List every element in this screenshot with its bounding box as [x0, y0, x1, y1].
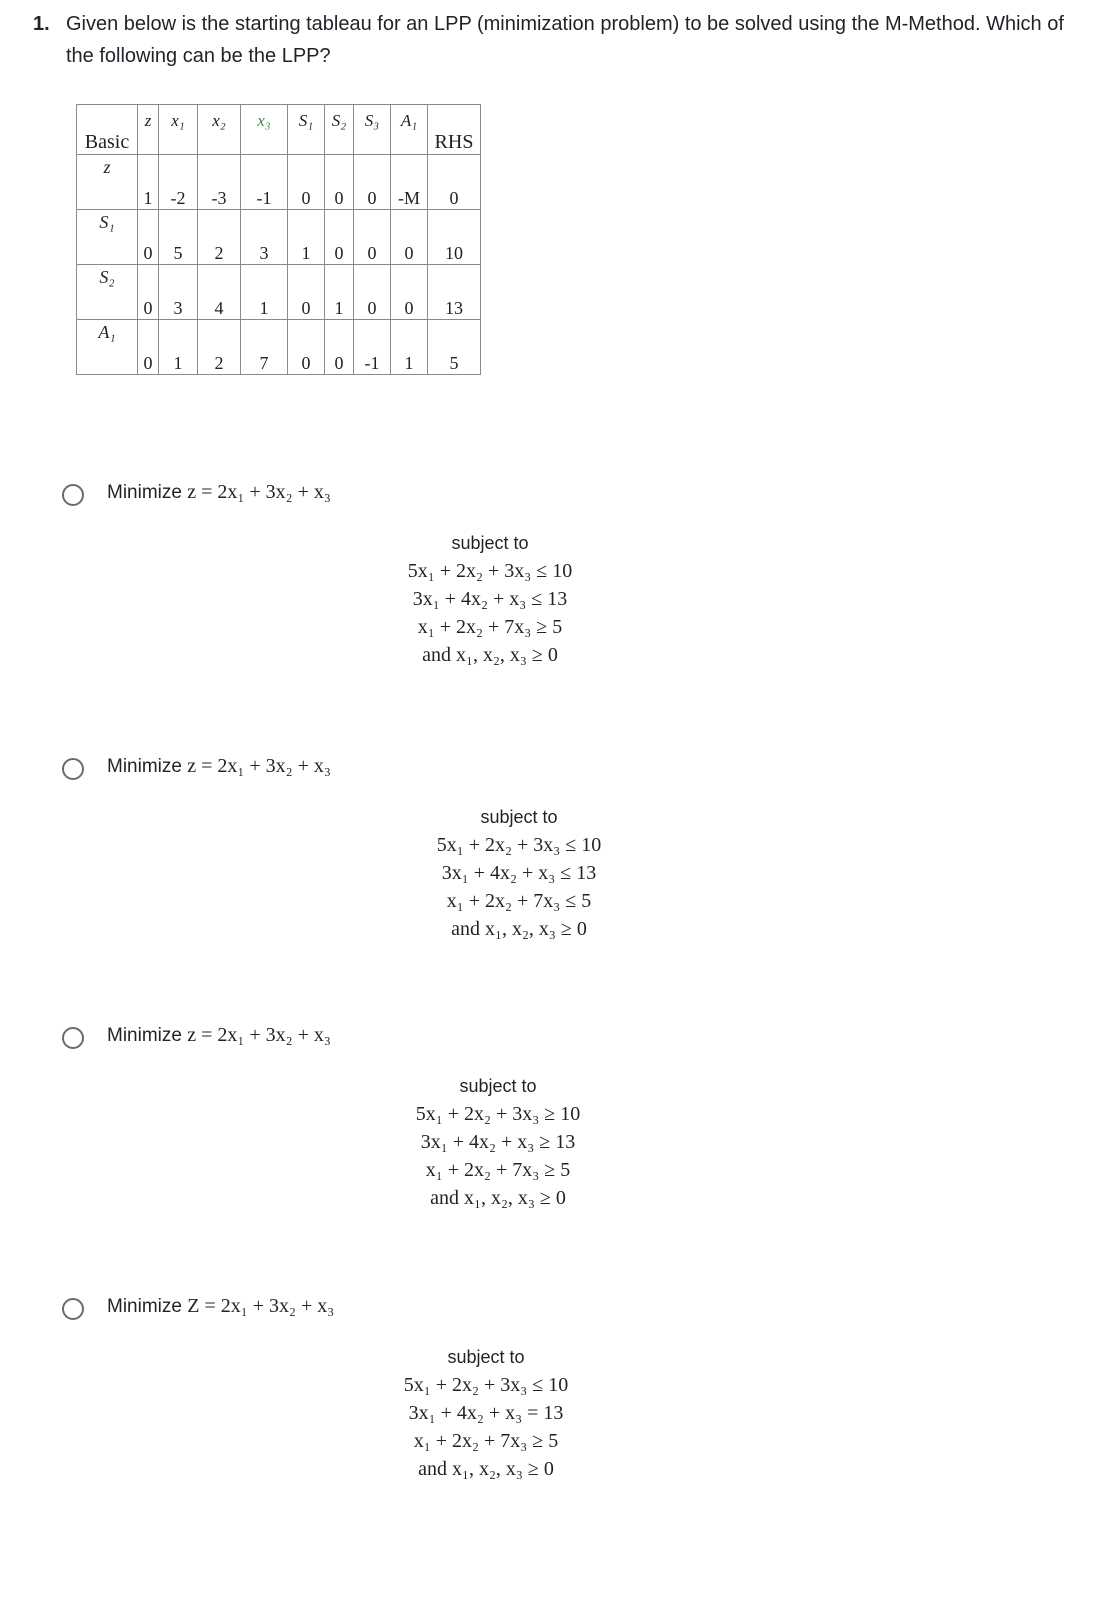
row-label-cell	[77, 210, 138, 265]
subject-to-label: subject to	[451, 533, 529, 553]
col-header-x1: x₁	[159, 105, 198, 155]
table-cell: 4	[198, 265, 241, 320]
table-cell: 1	[288, 210, 325, 265]
table-cell: 0	[391, 265, 428, 320]
table-cell: 7	[241, 320, 288, 375]
option-objective: Minimize Z = 2x₁ + 3x₂ + x₃	[107, 1295, 335, 1317]
constraint-line: and x₁, x₂, x₃ ≥ 0	[451, 918, 587, 940]
col-header-x3: x₃	[241, 105, 288, 155]
constraint-line: and x₁, x₂, x₃ ≥ 0	[418, 1458, 554, 1480]
table-cell: 0	[288, 320, 325, 375]
tableau-row-a1	[77, 320, 481, 375]
table-cell: 0	[354, 155, 391, 210]
radio-button[interactable]	[62, 1027, 84, 1049]
table-cell-rhs: 0	[428, 155, 481, 210]
table-cell: 3	[159, 265, 198, 320]
constraint-line: 5x₁ + 2x₂ + 3x₃ ≤ 10	[407, 560, 573, 582]
row-label: A₁	[98, 322, 116, 342]
basic-header: Basic	[84, 131, 130, 153]
option-objective: Minimize z = 2x₁ + 3x₂ + x₃	[107, 481, 331, 503]
table-cell: 1	[138, 155, 159, 210]
tableau-header-row	[77, 105, 481, 155]
table-cell: 5	[159, 210, 198, 265]
table-cell-rhs: 13	[428, 265, 481, 320]
tableau-row-s1	[77, 210, 481, 265]
option-constraints	[380, 529, 600, 669]
subject-to-label: subject to	[459, 1076, 537, 1096]
subject-to-label: subject to	[480, 807, 558, 827]
constraint-line: and x₁, x₂, x₃ ≥ 0	[422, 644, 558, 666]
basic-header-cell	[77, 105, 138, 155]
col-header-a1: A₁	[391, 105, 428, 155]
table-cell-rhs: 5	[428, 320, 481, 375]
radio-button[interactable]	[62, 758, 84, 780]
tableau-row-s2	[77, 265, 481, 320]
option-constraints	[376, 1343, 596, 1483]
table-cell: 0	[325, 155, 354, 210]
col-header-z: z	[138, 105, 159, 155]
constraint-line: x₁ + 2x₂ + 7x₃ ≤ 5	[446, 890, 592, 912]
constraint-line: x₁ + 2x₂ + 7x₃ ≥ 5	[417, 616, 563, 638]
radio-button[interactable]	[62, 1298, 84, 1320]
question-text: Given below is the starting tableau for an LPP (minimization problem) to be solved using the M-Method. Which of the following can be the LPP?	[66, 13, 1064, 67]
col-header-x2: x₂	[198, 105, 241, 155]
col-header-rhs: RHS	[428, 105, 481, 155]
constraint-line: 3x₁ + 4x₂ + x₃ ≤ 13	[441, 862, 597, 884]
row-label: z	[103, 157, 111, 177]
constraint-line: 5x₁ + 2x₂ + 3x₃ ≥ 10	[415, 1103, 581, 1125]
table-cell: 1	[159, 320, 198, 375]
table-cell: -2	[159, 155, 198, 210]
table-cell: 0	[325, 320, 354, 375]
table-cell: -3	[198, 155, 241, 210]
subject-to-label: subject to	[447, 1347, 525, 1367]
row-label-cell	[77, 320, 138, 375]
table-cell: 1	[241, 265, 288, 320]
table-cell: 3	[241, 210, 288, 265]
constraint-line: 5x₁ + 2x₂ + 3x₃ ≤ 10	[403, 1374, 569, 1396]
col-header-s3: S₃	[354, 105, 391, 155]
row-label: S₁	[99, 212, 115, 232]
constraint-line: and x₁, x₂, x₃ ≥ 0	[430, 1187, 566, 1209]
table-cell: 0	[288, 265, 325, 320]
row-label: S₂	[99, 267, 115, 287]
option-objective: Minimize z = 2x₁ + 3x₂ + x₃	[107, 755, 331, 777]
constraint-line: 3x₁ + 4x₂ + x₃ ≤ 13	[412, 588, 568, 610]
table-cell: -1	[354, 320, 391, 375]
constraint-line: 3x₁ + 4x₂ + x₃ ≥ 13	[420, 1131, 576, 1153]
table-cell: 1	[391, 320, 428, 375]
table-cell: 0	[354, 265, 391, 320]
option-constraints	[409, 803, 629, 943]
simplex-tableau	[76, 104, 481, 375]
table-cell: 0	[391, 210, 428, 265]
constraint-line: 3x₁ + 4x₂ + x₃ = 13	[408, 1402, 564, 1424]
radio-button[interactable]	[62, 484, 84, 506]
table-cell: 2	[198, 210, 241, 265]
option-objective: Minimize z = 2x₁ + 3x₂ + x₃	[107, 1024, 331, 1046]
constraint-line: 5x₁ + 2x₂ + 3x₃ ≤ 10	[436, 834, 602, 856]
constraint-line: x₁ + 2x₂ + 7x₃ ≥ 5	[425, 1159, 571, 1181]
table-cell: -1	[241, 155, 288, 210]
table-cell: 0	[325, 210, 354, 265]
row-label-cell	[77, 265, 138, 320]
table-cell-rhs: 10	[428, 210, 481, 265]
row-label-cell	[77, 155, 138, 210]
constraint-line: x₁ + 2x₂ + 7x₃ ≥ 5	[413, 1430, 559, 1452]
table-cell: 0	[288, 155, 325, 210]
table-cell: 2	[198, 320, 241, 375]
table-cell: 0	[354, 210, 391, 265]
table-cell: 0	[138, 320, 159, 375]
table-cell: 1	[325, 265, 354, 320]
table-cell: 0	[138, 265, 159, 320]
table-cell: -M	[391, 155, 428, 210]
question-number: 1.	[33, 13, 50, 35]
table-cell: 0	[138, 210, 159, 265]
col-header-s1: S₁	[288, 105, 325, 155]
tableau-row-z	[77, 155, 481, 210]
option-constraints	[388, 1072, 608, 1212]
col-header-s2: S₂	[325, 105, 354, 155]
